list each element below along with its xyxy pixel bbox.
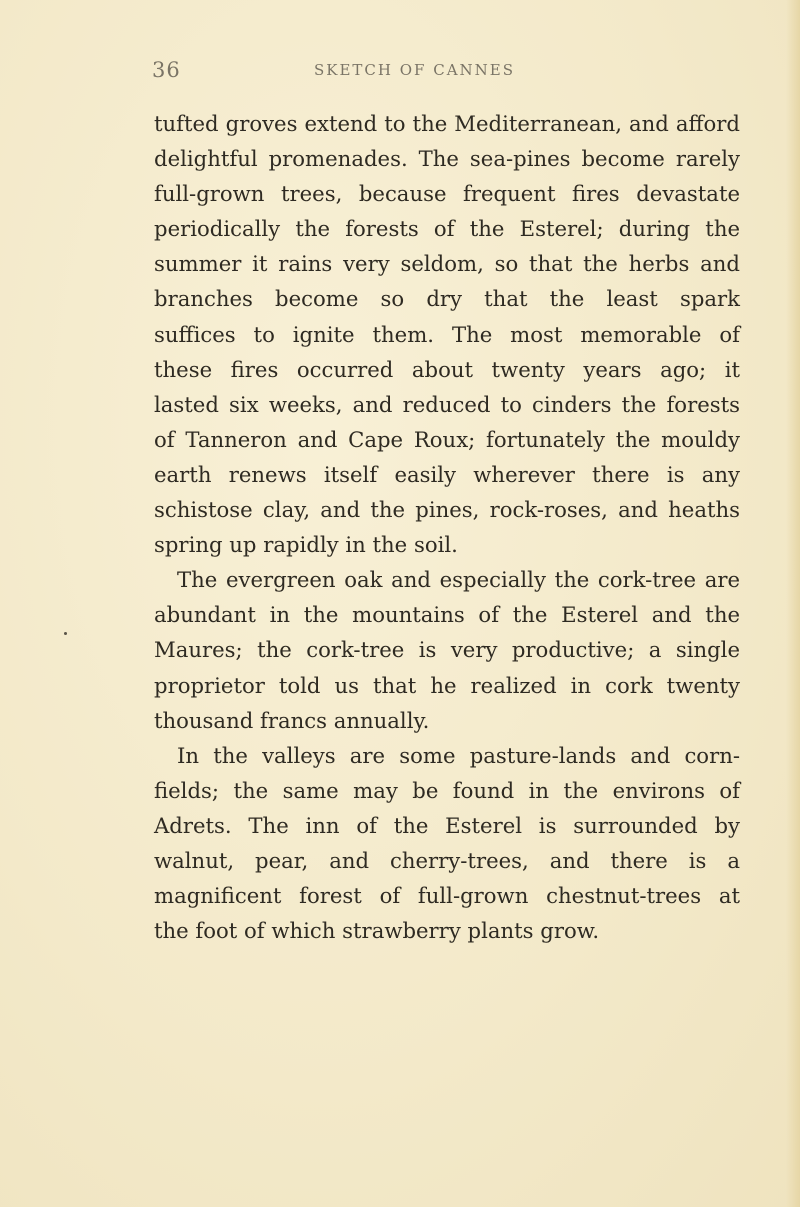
text-line: earth renews itself easily wherever there is any	[154, 461, 740, 487]
text-line: schistose clay, and the pines, rock-roses, and heaths	[154, 497, 740, 523]
text-line: lasted six weeks, and reduced to cinders the forests	[154, 391, 740, 417]
text-line: branches become so dry that the least spark	[154, 286, 740, 312]
body-text	[154, 106, 740, 948]
text-line: thousand francs annually.	[154, 707, 430, 733]
text-line: full-grown trees, because frequent fires devastate	[154, 181, 740, 207]
text-line: delightful promenades. The sea-pines become rarely	[154, 146, 740, 172]
text-line: walnut, pear, and cherry-trees, and there is a	[154, 847, 740, 873]
text-line: these fires occurred about twenty years ago; it	[154, 356, 740, 382]
text-line: periodically the forests of the Esterel; during the	[154, 216, 740, 242]
text-line: Maures; the cork-tree is very productive; a single	[154, 637, 740, 663]
text-line: summer it rains very seldom, so that the herbs and	[154, 251, 740, 277]
text-line: fields; the same may be found in the environs of	[154, 777, 740, 803]
paragraph-3	[154, 738, 740, 949]
page-header	[0, 58, 800, 94]
paragraph-2	[154, 562, 740, 737]
text-line: of Tanneron and Cape Roux; fortunately the mouldy	[154, 426, 740, 452]
text-line: Adrets. The inn of the Esterel is surrounded by	[154, 812, 740, 838]
text-line: the foot of which strawberry plants grow.	[154, 918, 600, 944]
margin-speck	[64, 632, 67, 635]
text-line: tufted groves extend to the Mediterranean, and afford	[154, 111, 740, 136]
text-line: suffices to ignite them. The most memorable of	[154, 321, 740, 347]
paragraph-1	[154, 106, 740, 562]
text-line: proprietor told us that he realized in cork twenty	[154, 672, 740, 698]
text-line: magnificent forest of full-grown chestnut-trees at	[154, 883, 740, 909]
running-head: SKETCH OF CANNES	[314, 61, 516, 79]
text-line: In the valleys are some pasture-lands and corn-	[177, 742, 740, 768]
text-line: spring up rapidly in the soil.	[154, 532, 458, 558]
page-edge-shadow	[786, 0, 800, 1207]
text-line: abundant in the mountains of the Esterel and the	[154, 602, 740, 628]
page-number: 36	[152, 58, 181, 82]
text-line: The evergreen oak and especially the cork-tree are	[177, 567, 740, 593]
